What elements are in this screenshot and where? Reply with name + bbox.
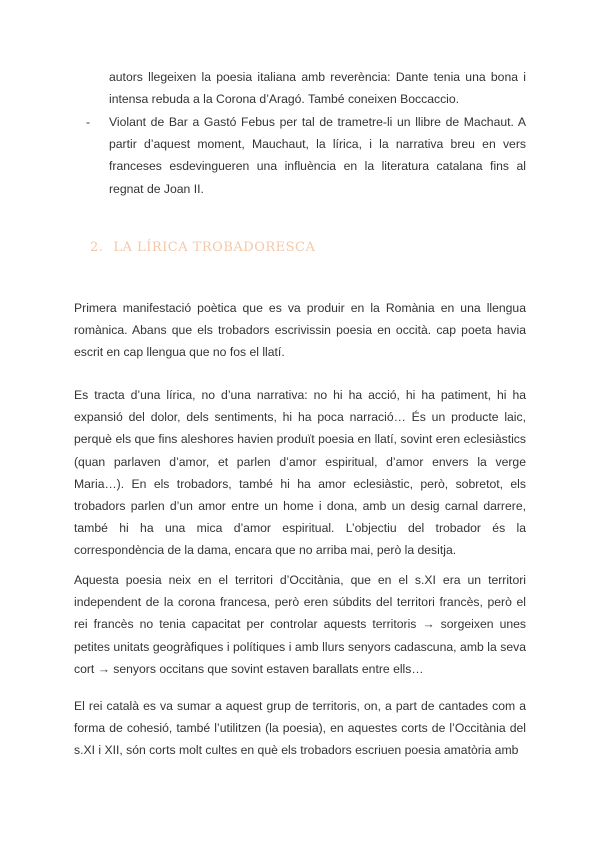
paragraph: El rei català es va sumar a aquest grup de territoris, on, a part de cantades com a forma de cohesió, també l’utilitzen (la poesia), en aquestes corts de l’Occitània del s.XI i XII, són corts molt cultes en què els trobadors escriuen poesia amatòria amb: [74, 699, 526, 758]
paragraph: Primera manifestació poètica que es va produir en la Romània en una llengua romànica. Abans que els trobadors escrivissin poesia en occità. cap poeta havia escrit en cap llengua que no fos el llatí.: [74, 301, 526, 360]
list-item: [86, 111, 526, 200]
paragraph: Aquesta poesia neix en el territori d’Occitània, que en el s.XI era un territori independent de la corona francesa, però eren súbdits del territori francès, però el rei francès no tenia capacitat per controlar aquests territoris → sorgeixen unes petites unitats geogràfiques i polítiques i amb llurs senyors cadascuna, amb la seva cort → senyors occitans que sovint estaven barallats entre ells…: [74, 573, 526, 676]
paragraph: Es tracta d’una lírica, no d’una narrativa: no hi ha acció, hi ha patiment, hi ha expansió del dolor, dels sentiments, hi ha poca narració… És un producte laic, perquè els que fins aleshores havien produït poesia en llatí, sovint eren eclesiàstics (quan parlaven d’amor, et parlen d’amor espiritual, d’amor envers la verge Maria…). En els trobadors, també hi ha amor eclesiàstic, però, sobretot, els trobadors parlen d’un amor entre un home i dona, amb un desig carnal darrere, també hi ha una mica d’amor espiritual. L’objectiu del trobador és la correspondència de la dama, encara que no arriba mai, però la desitja.: [74, 388, 526, 558]
section-title: LA LÍRICA TROBADORESCA: [113, 240, 316, 255]
list-item: [86, 66, 526, 110]
list-bullet: -: [86, 115, 91, 129]
section-number: 2.: [90, 240, 104, 255]
list-item-text: Violant de Bar a Gastó Febus per tal de trametre-li un llibre de Machaut. A partir d’aquest moment, Mauchaut, la lírica, i la narrativa breu en vers franceses esdevingueren una influència en la literatura catalana fins al regnat de Joan II.: [109, 115, 526, 196]
list-item-text: autors llegeixen la poesia italiana amb reverència: Dante tenia una bona i intensa rebuda a la Corona d’Aragó. També coneixen Boccaccio.: [109, 70, 526, 107]
section-heading: [90, 240, 315, 255]
